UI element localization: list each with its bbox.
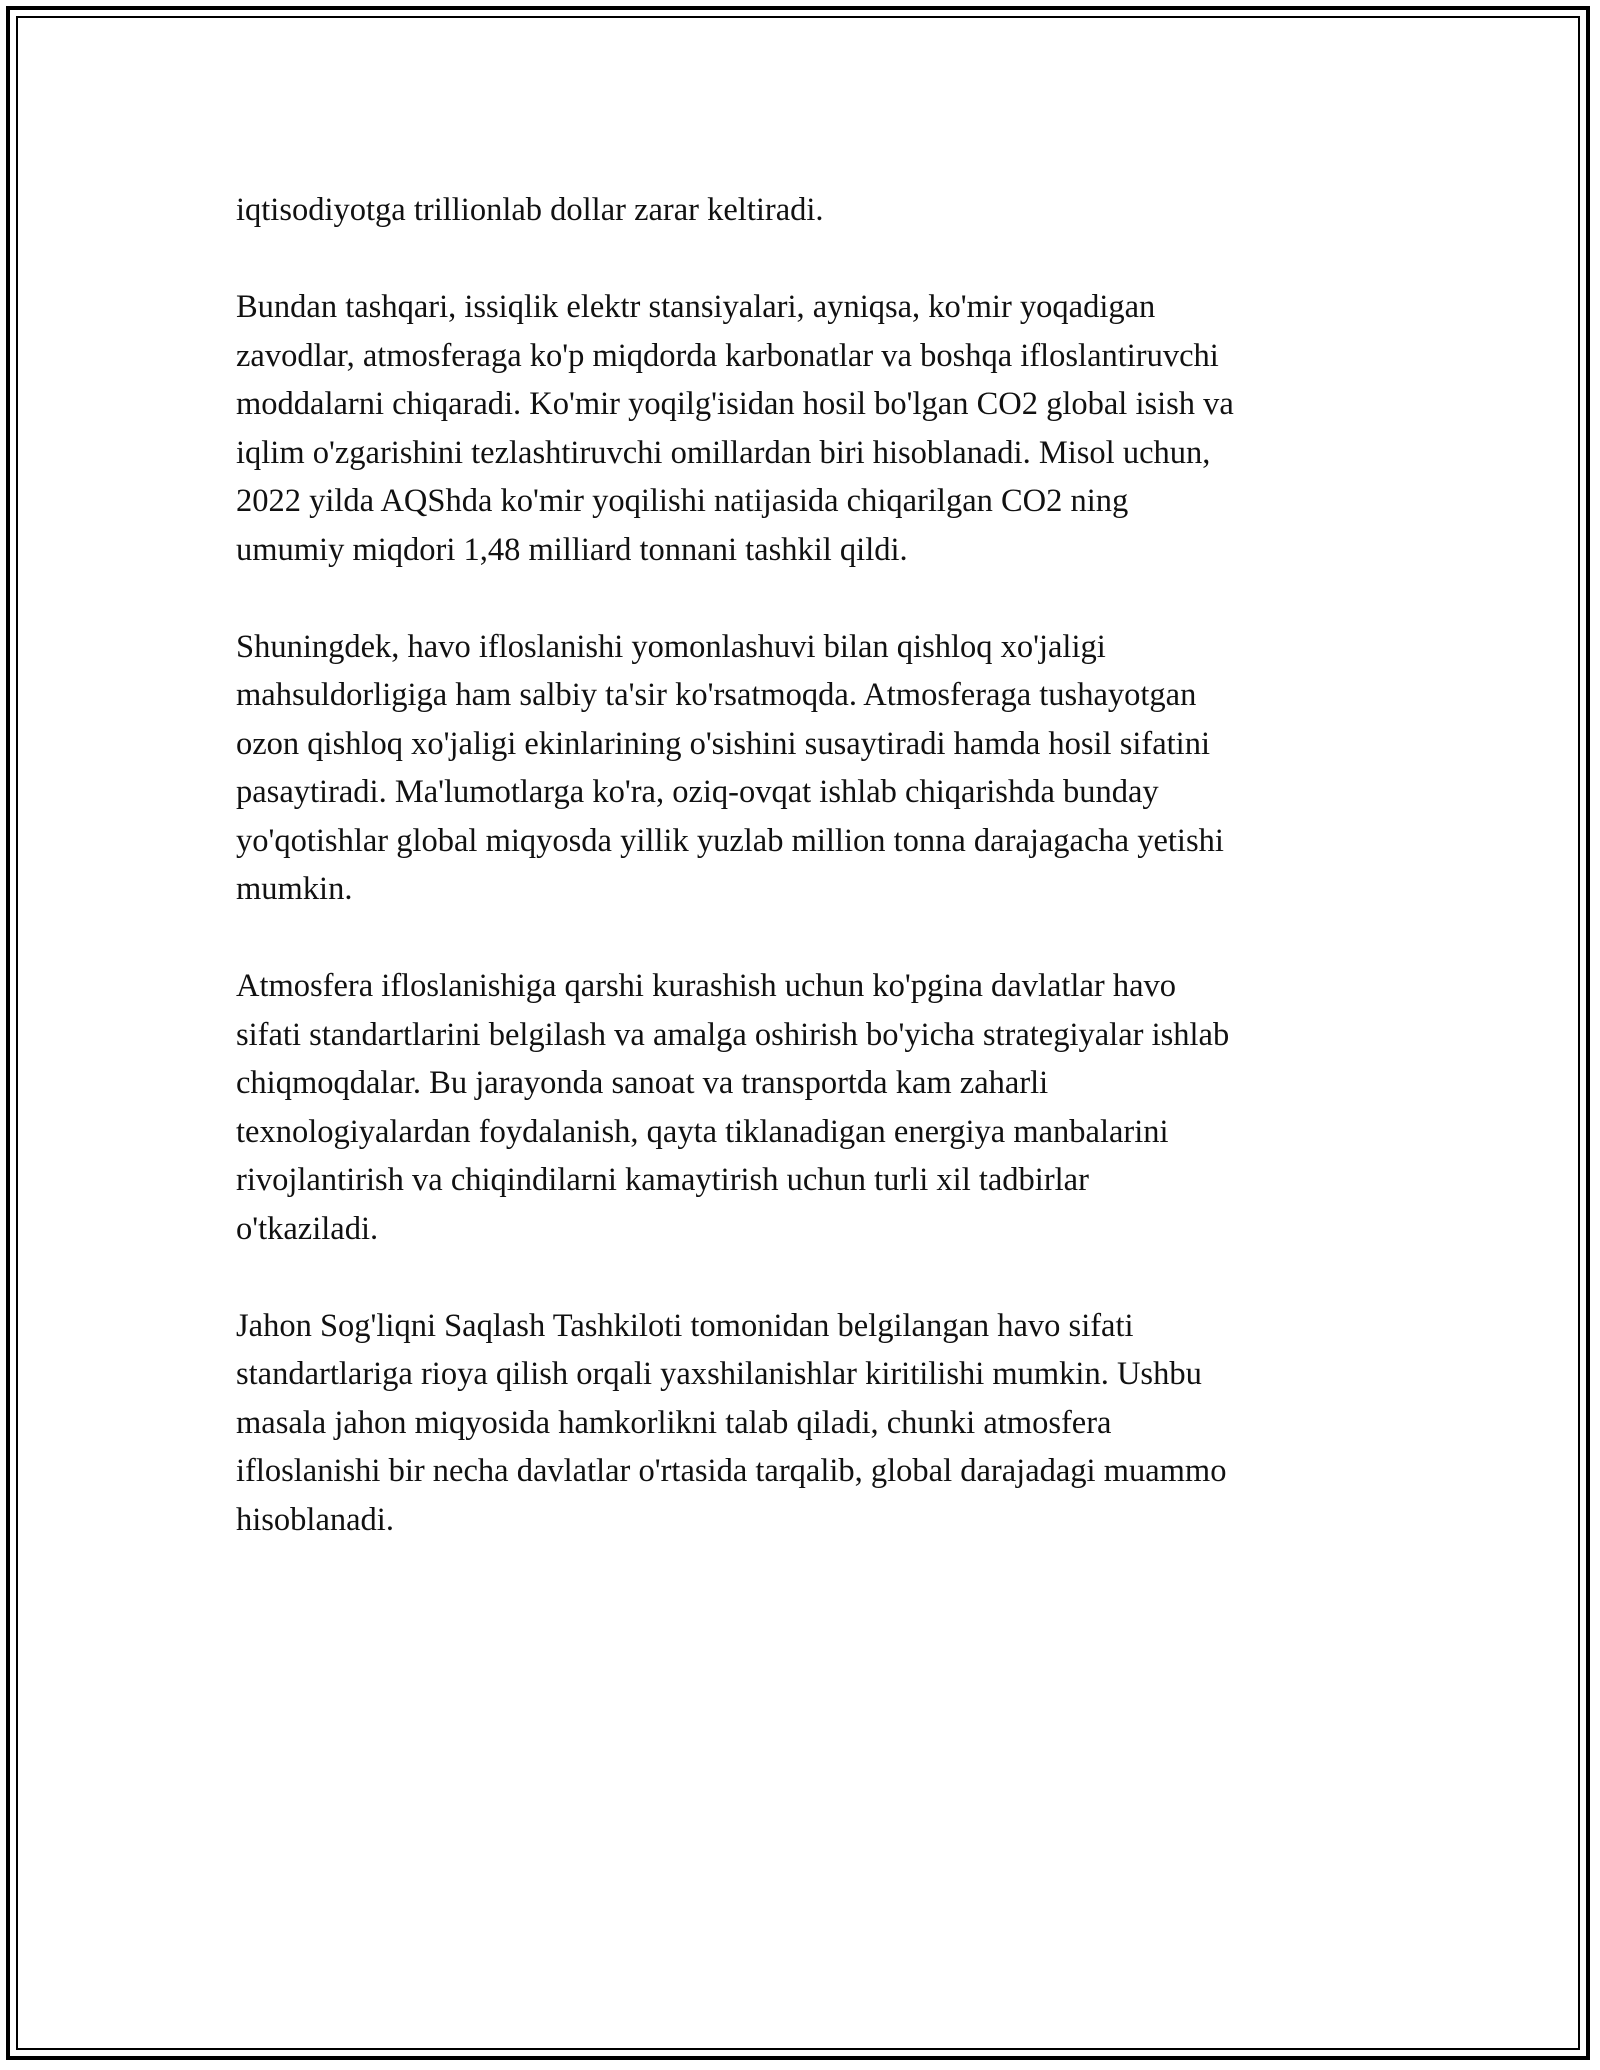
text-line: umumiy miqdori 1,48 milliard tonnani tashkil qildi. [236, 531, 908, 568]
text-line: chiqmoqdalar. Bu jarayonda sanoat va transportda kam zaharli [236, 1065, 1049, 1101]
text-line: Atmosfera ifloslanishiga qarshi kurashish uchun ko'pgina davlatlar havo [236, 968, 1177, 1004]
paragraph-who-standards [236, 1302, 1376, 1545]
text-line: Jahon Sog'liqni Saqlash Tashkiloti tomonidan belgilangan havo sifati [236, 1307, 1134, 1344]
text-line: yo'qotishlar global miqyosda yillik yuzlab million tonna darajagacha yetishi [236, 822, 1224, 859]
paragraph-strategies [236, 962, 1376, 1253]
text-line: mumkin. [236, 871, 353, 907]
text-line: iqtisodiyotga trillionlab dollar zarar keltiradi. [236, 192, 824, 228]
text-line: rivojlantirish va chiqindilarni kamaytirish uchun turli xil tadbirlar [236, 1162, 1089, 1198]
text-line: pasaytiradi. Ma'lumotlarga ko'ra, oziq-ovqat ishlab chiqarishda bunday [236, 774, 1159, 810]
text-line: 2022 yilda AQShda ko'mir yoqilishi natijasida chiqarilgan CO2 ning [236, 483, 1129, 519]
document-body [236, 186, 1376, 1593]
text-line: moddalarni chiqaradi. Ko'mir yoqilg'isidan hosil bo'lgan CO2 global isish va [236, 386, 1234, 422]
paragraph-power-plants [236, 283, 1376, 574]
paragraph-agriculture [236, 623, 1376, 914]
text-line: texnologiyalardan foydalanish, qayta tiklanadigan energiya manbalarini [236, 1113, 1169, 1150]
text-line: o'tkaziladi. [236, 1210, 379, 1247]
text-line: iqlim o'zgarishini tezlashtiruvchi omillardan biri hisoblanadi. Misol uchun, [236, 434, 1211, 471]
text-line: ifloslanishi bir necha davlatlar o'rtasida tarqalib, global darajadagi muammo [236, 1453, 1227, 1489]
text-line: hisoblanadi. [236, 1501, 394, 1538]
text-line: zavodlar, atmosferaga ko'p miqdorda karbonatlar va boshqa ifloslantiruvchi [236, 337, 1219, 374]
text-line: Bundan tashqari, issiqlik elektr stansiyalari, ayniqsa, ko'mir yoqadigan [236, 289, 1156, 325]
text-line: sifati standartlarini belgilash va amalga oshirish bo'yicha strategiyalar ishlab [236, 1016, 1230, 1053]
text-line: masala jahon miqyosida hamkorlikni talab qiladi, chunki atmosfera [236, 1404, 1112, 1441]
text-line: standartlariga rioya qilish orqali yaxshilanishlar kiritilishi mumkin. Ushbu [236, 1356, 1202, 1392]
text-line: mahsuldorligiga ham salbiy ta'sir ko'rsatmoqda. Atmosferaga tushayotgan [236, 677, 1197, 713]
paragraph-economic-damage [236, 186, 1376, 235]
text-line: ozon qishloq xo'jaligi ekinlarining o'sishini susaytiradi hamda hosil sifatini [236, 725, 1210, 762]
text-line: Shuningdek, havo ifloslanishi yomonlashuvi bilan qishloq xo'jaligi [236, 628, 1106, 665]
